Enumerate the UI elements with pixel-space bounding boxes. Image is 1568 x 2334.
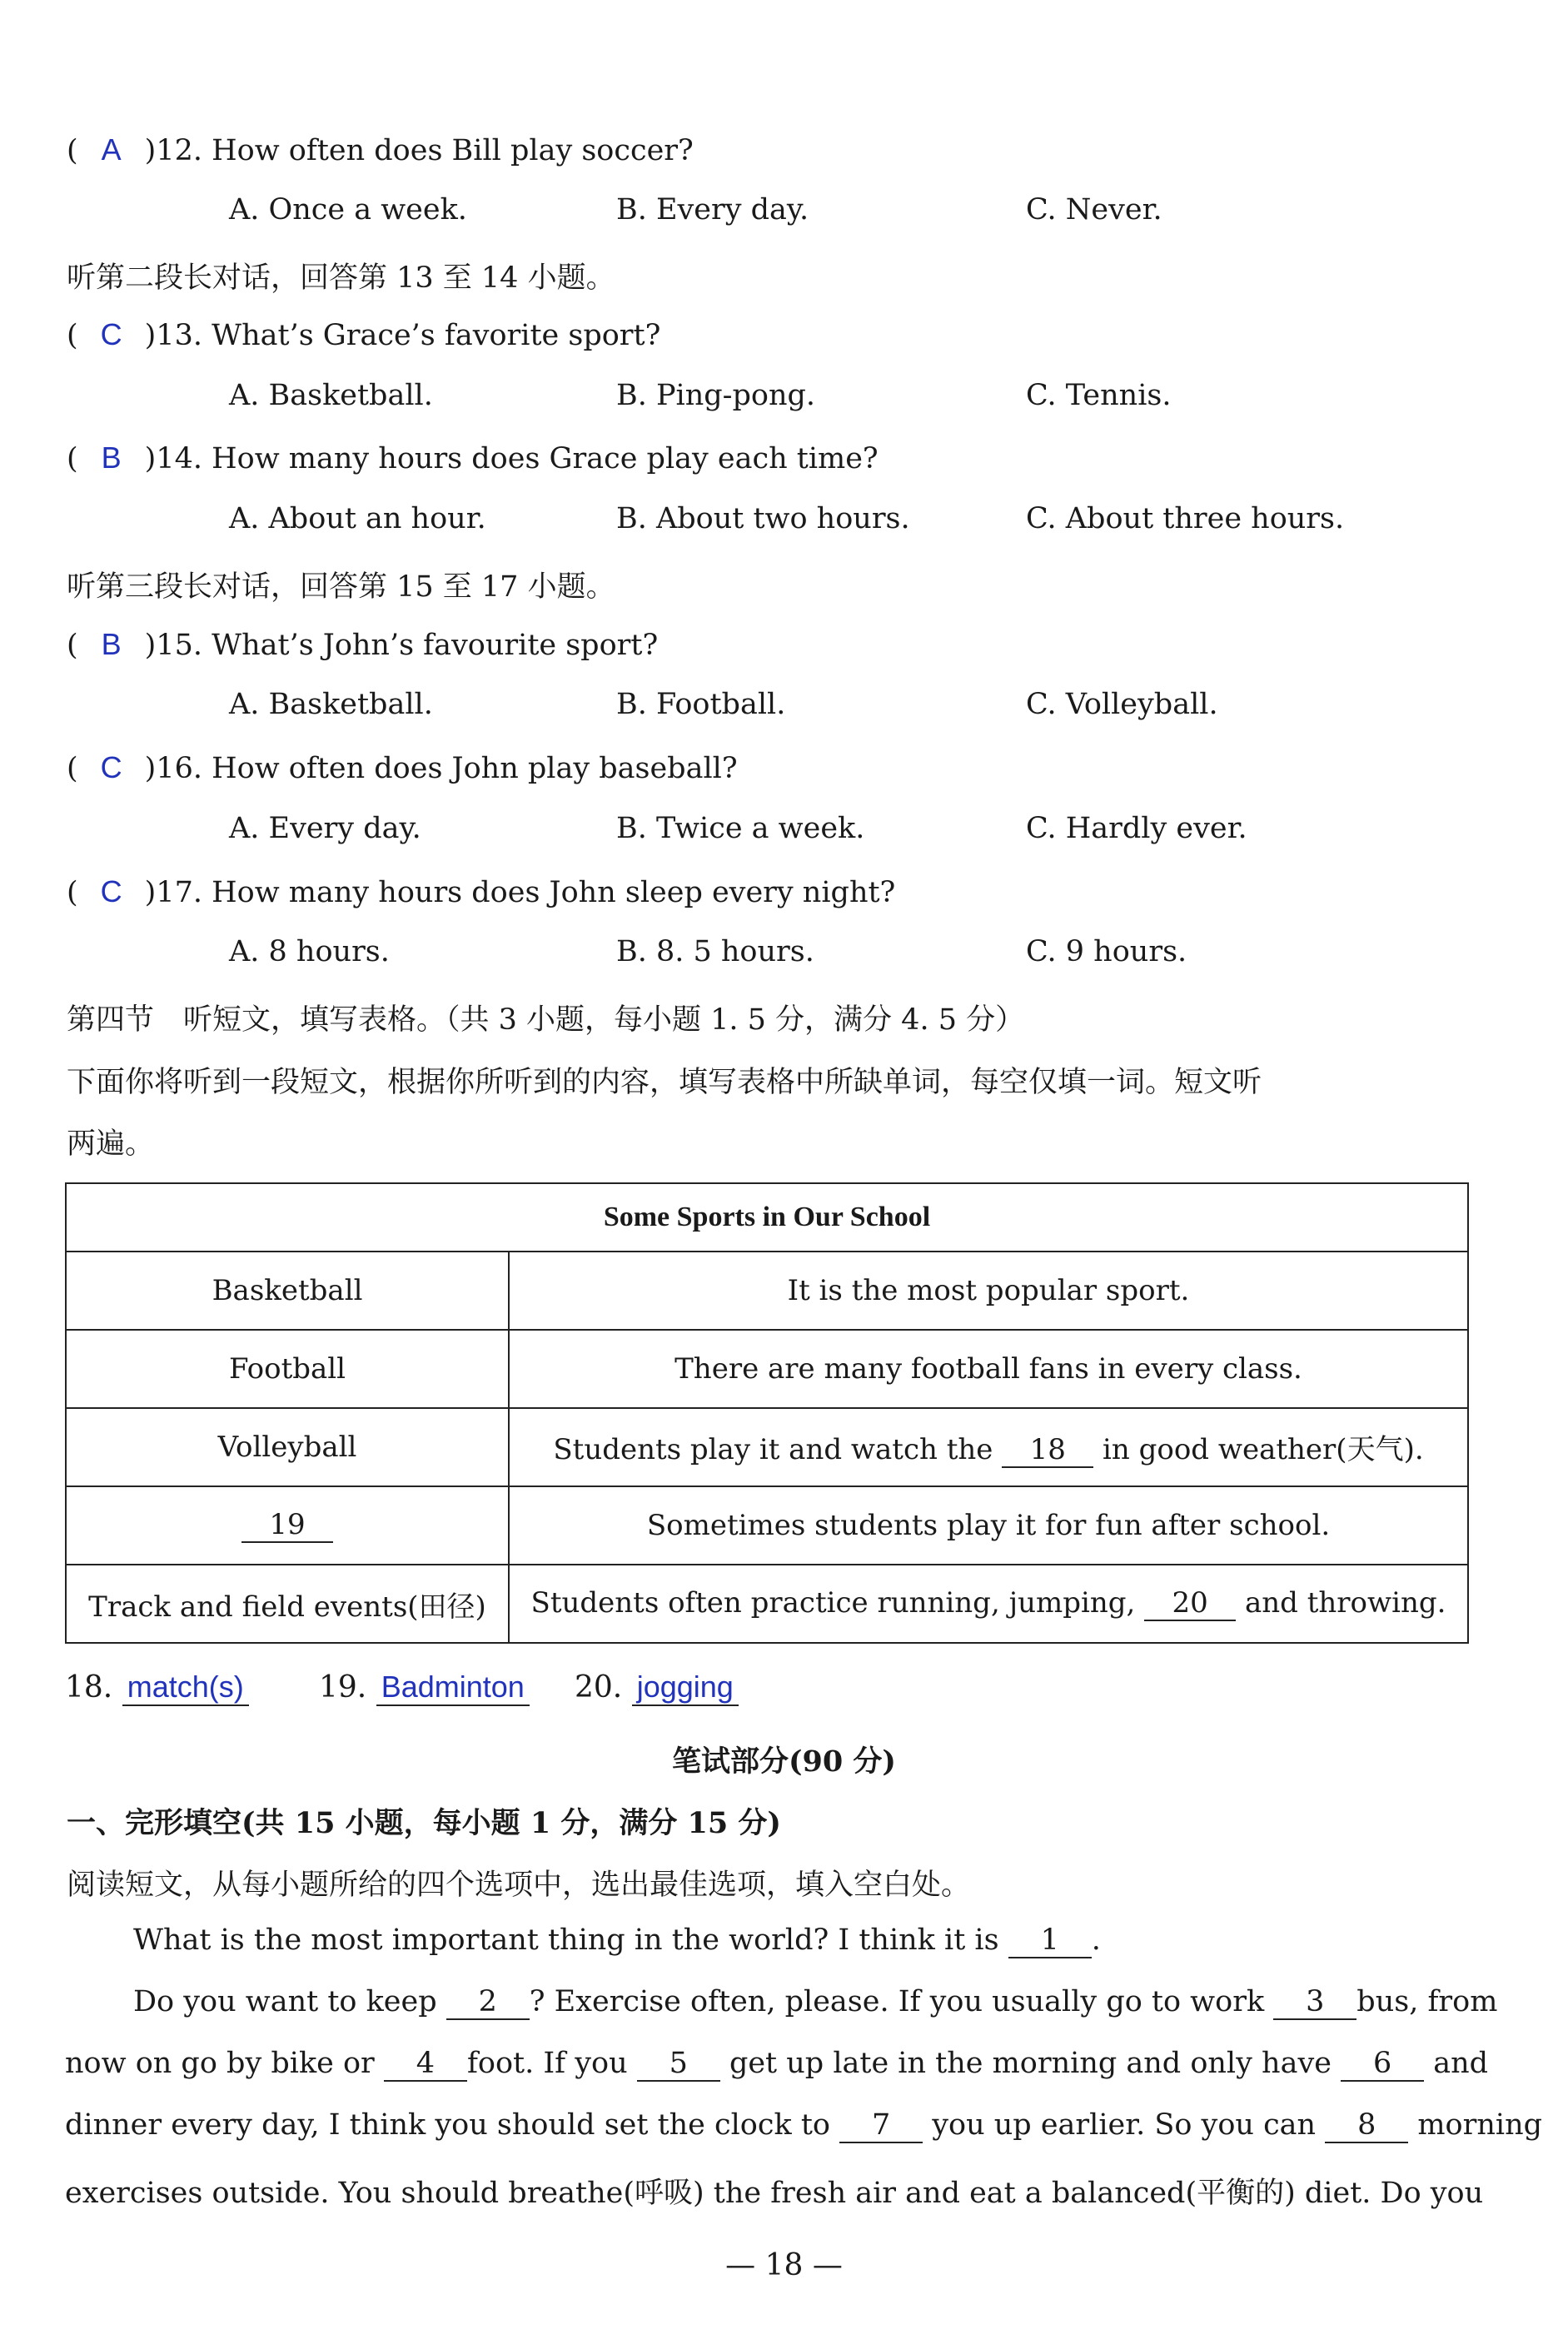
- table-cell-desc: Students play it and watch the 18 in good weather(天气).: [509, 1408, 1468, 1486]
- question-15-text: What’s John’s favourite sport?: [212, 629, 659, 662]
- q12-option-c: C. Never.: [1026, 193, 1162, 226]
- q16-option-a: A. Every day.: [229, 812, 421, 845]
- q13-option-b: B. Ping-pong.: [616, 379, 816, 412]
- q14-option-c: C. About three hours.: [1026, 502, 1345, 535]
- question-17: ( C )17. How many hours does John sleep every night?: [67, 874, 896, 909]
- blank-2: 2: [446, 1985, 530, 2020]
- table-cell-desc: Students often practice running, jumping, 20 and throwing.: [509, 1565, 1468, 1643]
- q15-option-a: A. Basketball.: [229, 688, 433, 721]
- fill-answer-20: 20. jogging: [575, 1670, 739, 1706]
- table-row: [66, 1252, 1468, 1330]
- blank-1: 1: [1008, 1923, 1092, 1958]
- q12-option-a: A. Once a week.: [229, 193, 467, 226]
- q16-option-b: B. Twice a week.: [616, 812, 865, 845]
- blank-5: 5: [637, 2047, 720, 2082]
- q17-option-b: B. 8. 5 hours.: [616, 935, 814, 968]
- fill-answer-19-value: Badminton: [376, 1670, 530, 1706]
- question-16: ( C )16. How often does John play baseball?: [67, 750, 738, 785]
- q16-option-c: C. Hardly ever.: [1026, 812, 1247, 845]
- blank-8: 8: [1325, 2108, 1408, 2143]
- q17-option-a: A. 8 hours.: [229, 935, 390, 968]
- page-number: — 18 —: [725, 2248, 843, 2282]
- question-17-text: How many hours does John sleep every night?: [212, 876, 896, 909]
- question-14: ( B )14. How many hours does Grace play each time?: [67, 440, 879, 475]
- answer-12: A: [101, 132, 122, 167]
- table-row: [66, 1565, 1468, 1643]
- passage-line-3: now on go by bike or 4 foot. If you 5 get up late in the morning and only have 6 and: [65, 2047, 1489, 2080]
- answer-16: C: [100, 750, 122, 784]
- section-fourth-title: 第四节 听短文，填写表格。（共 3 小题，每小题 1. 5 分，满分 4. 5 分）: [67, 1003, 1025, 1037]
- cloze-instruction: 阅读短文，从每小题所给的四个选项中，选出最佳选项，填入空白处。: [67, 1869, 971, 1902]
- question-15: ( B )15. What’s John’s favourite sport?: [67, 627, 659, 662]
- table-cell-desc: It is the most popular sport.: [509, 1252, 1468, 1330]
- fill-answer-18: 18. match(s): [65, 1670, 249, 1706]
- q13-option-c: C. Tennis.: [1026, 379, 1172, 412]
- table-cell-sport: [66, 1486, 509, 1565]
- cloze-section-title: 一、完形填空(共 15 小题，每小题 1 分，满分 15 分): [67, 1806, 781, 1840]
- section-fourth-desc-line2: 两遍。: [67, 1127, 155, 1161]
- blank-6: 6: [1341, 2047, 1424, 2082]
- q17-option-c: C. 9 hours.: [1026, 935, 1187, 968]
- fill-answer-19: 19. Badminton: [319, 1670, 530, 1706]
- fill-answer-20-value: jogging: [632, 1670, 739, 1706]
- question-12: ( A )12. How often does Bill play soccer?: [67, 132, 694, 167]
- question-13: ( C )13. What’s Grace’s favorite sport?: [67, 317, 661, 352]
- question-16-text: How often does John play baseball?: [212, 752, 738, 785]
- table-row: [66, 1330, 1468, 1408]
- passage-line-4: dinner every day, I think you should set the clock to 7 you up earlier. So you can 8 morning: [65, 2108, 1543, 2142]
- table-cell-sport: Volleyball: [66, 1408, 509, 1486]
- q15-option-b: B. Football.: [616, 688, 786, 721]
- question-13-text: What’s Grace’s favorite sport?: [212, 319, 661, 352]
- blank-3: 3: [1273, 1985, 1356, 2020]
- table-title: Some Sports in Our School: [66, 1183, 1468, 1252]
- passage-line-5: exercises outside. You should breathe(呼吸) the fresh air and eat a balanced(平衡的) diet. Do you: [65, 2177, 1484, 2210]
- q13-option-a: A. Basketball.: [229, 379, 433, 412]
- blank-20: 20: [1144, 1586, 1236, 1621]
- q14-option-b: B. About two hours.: [616, 502, 910, 535]
- sports-table: [65, 1182, 1469, 1644]
- passage-line-1: What is the most important thing in the world? I think it is 1 .: [133, 1923, 1101, 1957]
- table-cell-desc: There are many football fans in every class.: [509, 1330, 1468, 1408]
- section-fourth-desc-line1: 下面你将听到一段短文，根据你所听到的内容，填写表格中所缺单词，每空仅填一词。短文听: [67, 1066, 1262, 1099]
- q15-option-c: C. Volleyball.: [1026, 688, 1218, 721]
- written-part-title: 笔试部分(90 分): [671, 1744, 896, 1779]
- question-14-text: How many hours does Grace play each time?: [212, 442, 879, 475]
- blank-4: 4: [384, 2047, 467, 2082]
- answer-14: B: [101, 440, 122, 475]
- answer-15: B: [101, 627, 122, 661]
- answer-17: C: [100, 874, 122, 908]
- q14-option-a: A. About an hour.: [229, 502, 486, 535]
- table-cell-sport: Basketball: [66, 1252, 509, 1330]
- table-row: [66, 1486, 1468, 1565]
- blank-19: 19: [241, 1508, 333, 1543]
- section-second-dialogue: 听第二段长对话，回答第 13 至 14 小题。: [67, 261, 615, 295]
- question-12-text: How often does Bill play soccer?: [212, 134, 694, 167]
- table-cell-desc: Sometimes students play it for fun after school.: [509, 1486, 1468, 1565]
- table-row: [66, 1408, 1468, 1486]
- answer-13: C: [100, 317, 122, 351]
- section-third-dialogue: 听第三段长对话，回答第 15 至 17 小题。: [67, 570, 615, 604]
- table-cell-sport: Track and field events(田径): [66, 1565, 509, 1643]
- blank-7: 7: [839, 2108, 923, 2143]
- q12-option-b: B. Every day.: [616, 193, 809, 226]
- passage-line-2: Do you want to keep 2 ? Exercise often, please. If you usually go to work 3 bus, from: [133, 1985, 1498, 2018]
- blank-18: 18: [1002, 1433, 1093, 1468]
- table-cell-sport: Football: [66, 1330, 509, 1408]
- fill-answer-18-value: match(s): [122, 1670, 249, 1706]
